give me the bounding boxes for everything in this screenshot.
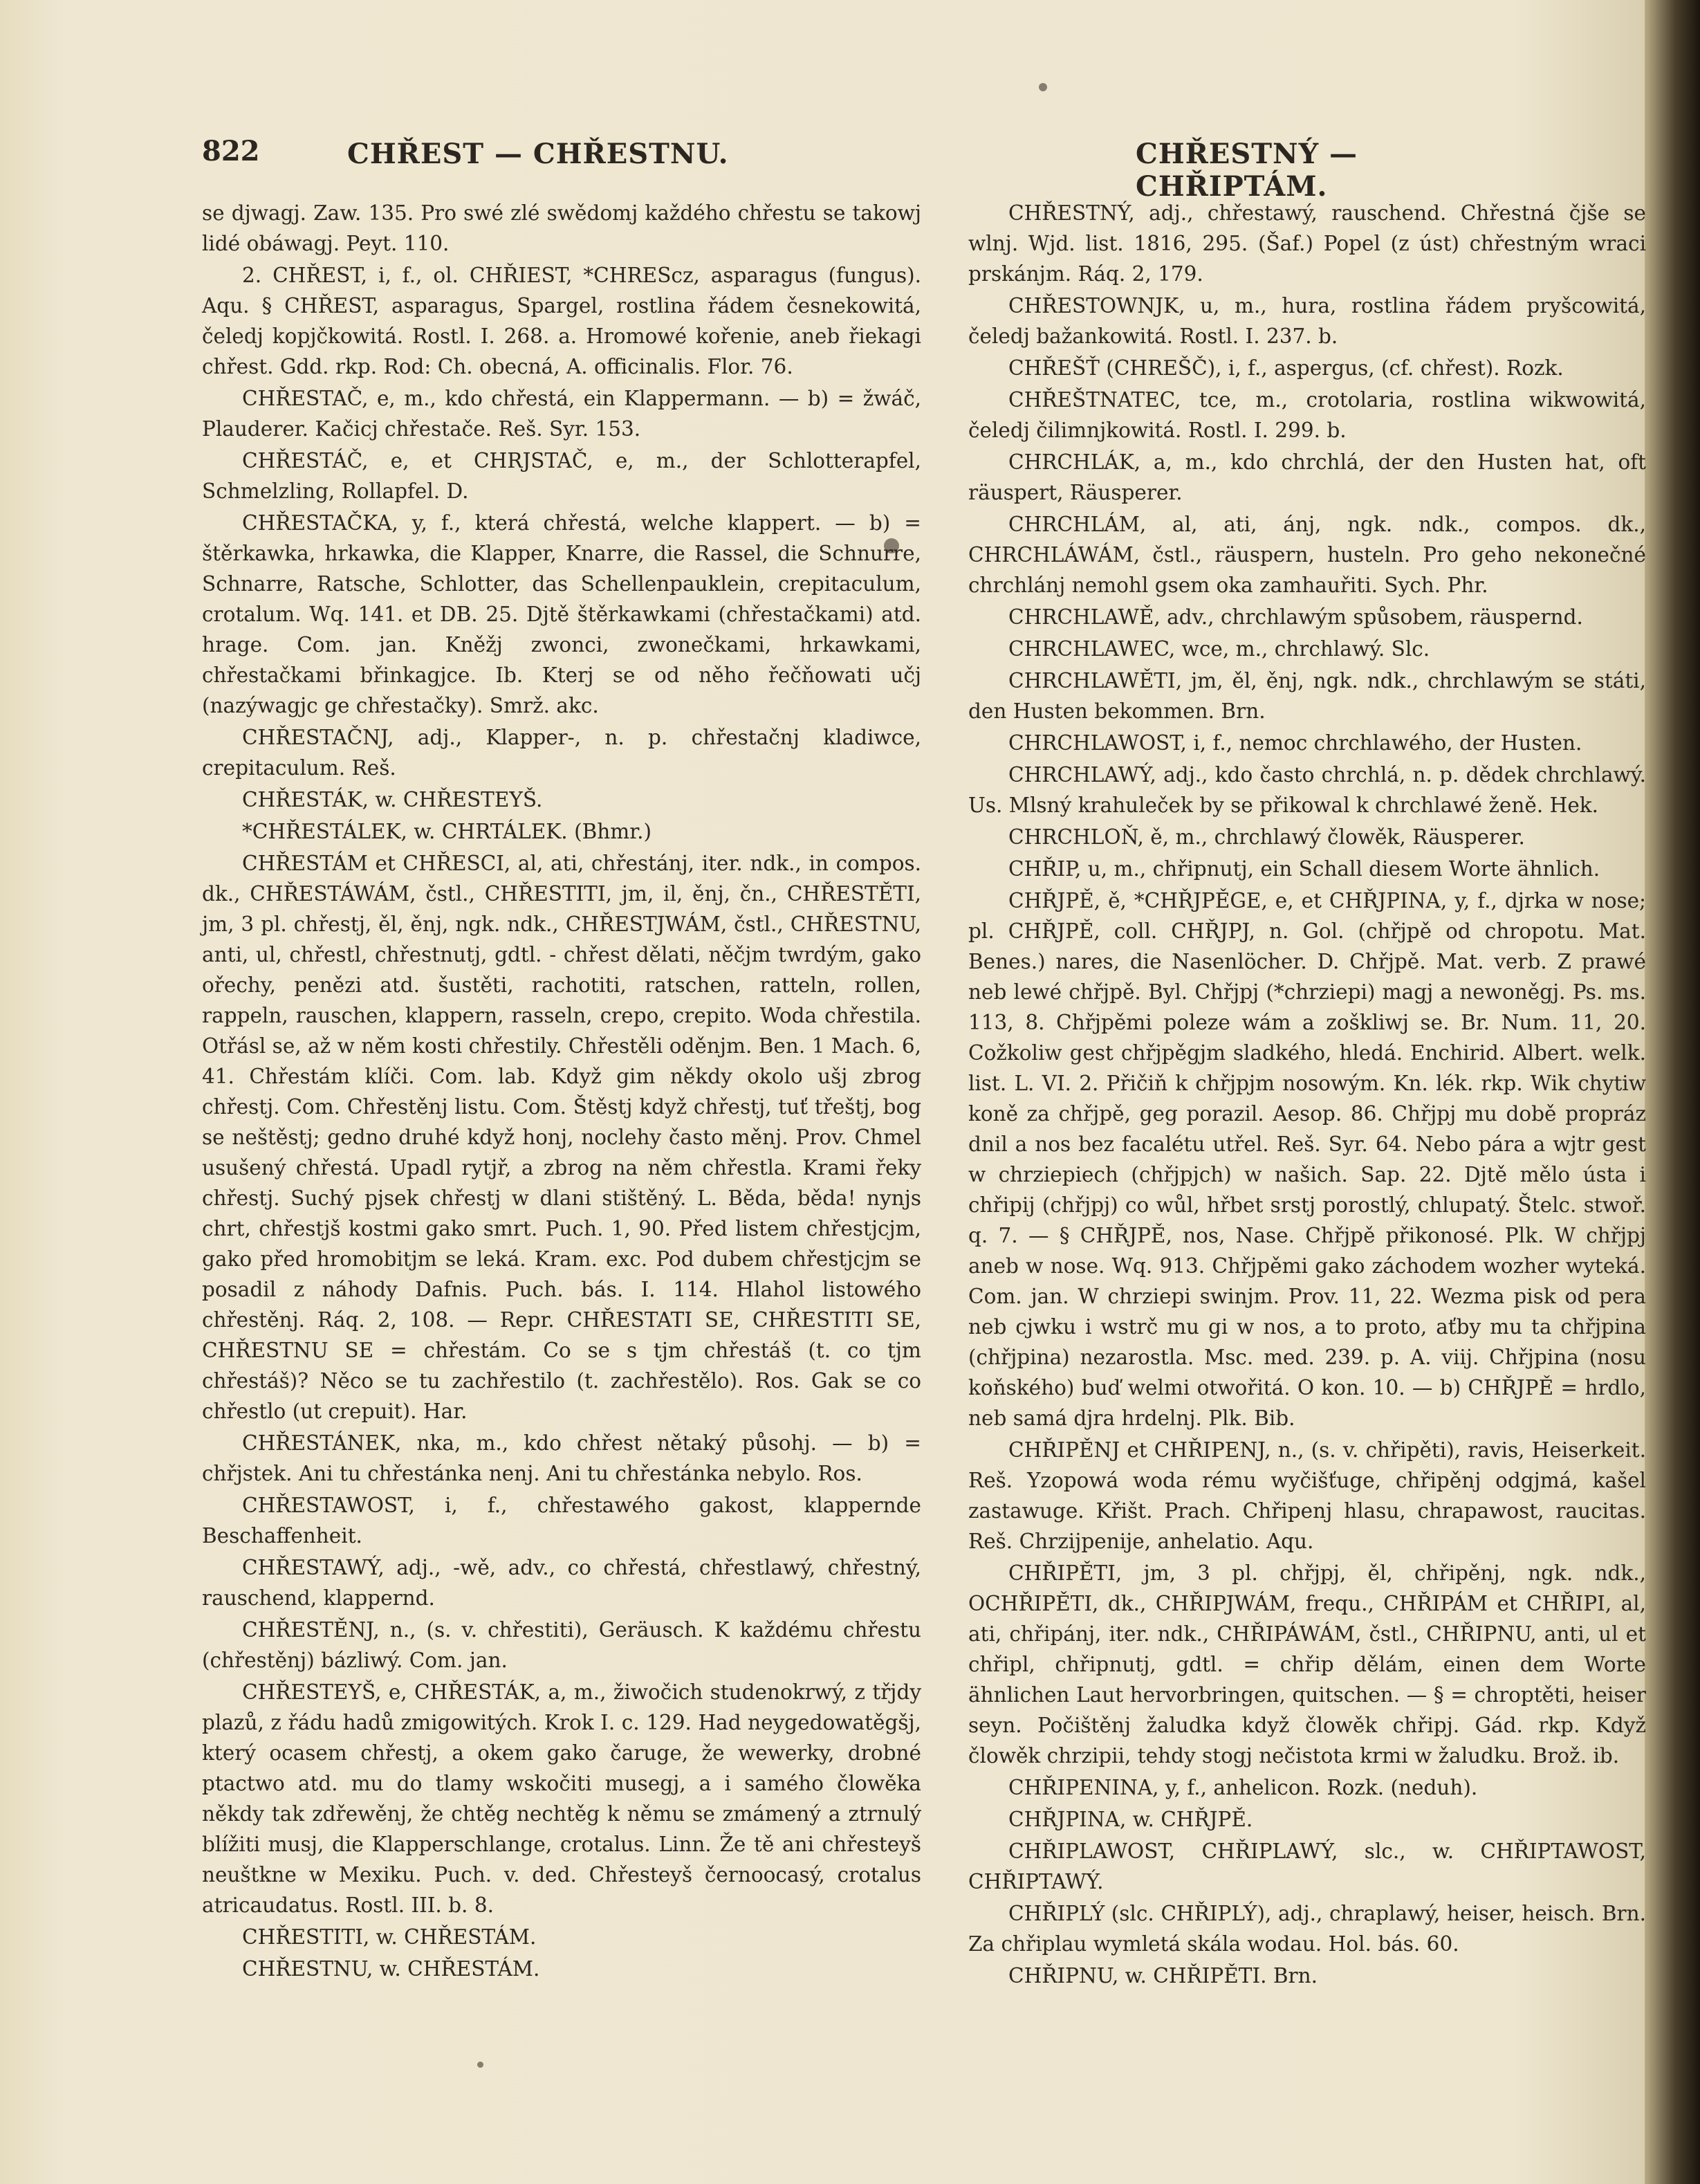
entry: CHŘESTAČ, e, m., kdo chřestá, ein Klappermann. — b) = žwáč, Plauderer. Kačicj chřestače. Reš. Syr. 153. xyxy=(202,387,921,441)
entry: CHŘIPENINA, y, f., anhelicon. Rozk. (neduh). xyxy=(1008,1776,1478,1799)
header-right: CHŘESTNÝ — CHŘIPTÁM. xyxy=(1136,138,1358,203)
ink-dot xyxy=(1039,83,1047,91)
entry: CHRCHLAWĚ, adv., chrchlawým spůsobem, räuspernd. xyxy=(1008,605,1583,629)
entry: CHŘESTÁNEK, nka, m., kdo chřest nětaký půsohj. — b) = chřjstek. Ani tu chřestánka nenj. Ani tu chřestánka nebylo. Ros. xyxy=(202,1431,921,1485)
page-edge-shadow xyxy=(1645,0,1700,2184)
entry: CHŘESTOWNJK, u, m., hura, rostlina řádem pryšcowitá, čeledj bažankowitá. Rostl. I. 237. b. xyxy=(968,294,1646,348)
entry: CHRCHLAWÝ, adj., kdo často chrchlá, n. p. dědek chrchlawý. Us. Mlsný krahuleček by se přikowal k chrchlawé ženě. Hek. xyxy=(968,763,1646,817)
entry: CHŘESTEYŠ, e, CHŘESTÁK, a, m., žiwočich studenokrwý, z třjdy plazů, z řádu hadů zmigowitých. Krok I. c. 129. Had neygedowatěgšj, který ocasem chřestj, a okem gako čaruge, že wewerky, drobné ptactwo atd. mu do tlamy wskočiti musegj, a i samého člowěka někdy tak zdřewěnj, že chtěg nechtěg k němu se zmámený a ztrnulý blížiti musj, die Klapperschlange, crotalus. Linn. Že tě ani chřesteyš neuštkne w Mexiku. Puch. v. ded. Chřesteyš černoocasý, crotalus atricaudatus. Rostl. III. b. 8. xyxy=(202,1680,921,1917)
entry: CHŘIPLAWOST, CHŘIPLAWÝ, slc., w. CHŘIPTAWOST, CHŘIPTAWÝ. xyxy=(968,1839,1646,1893)
entry: CHRCHLAWOST, i, f., nemoc chrchlawého, der Husten. xyxy=(1008,731,1582,755)
left-column xyxy=(202,198,921,1985)
entry: CHŘIPLÝ (slc. CHŘIPLÝ), adj., chraplawý, heiser, heisch. Brn. Za chřiplau wymletá skála wodau. Hol. bás. 60. xyxy=(968,1902,1646,1956)
right-column xyxy=(968,198,1646,1992)
entry: CHŘJPĚ, ě, *CHŘJPĚGE, e, et CHŘJPINA, y, f., djrka w nose; pl. CHŘJPĚ, coll. CHŘJPJ, n. Gol. (chřjpě od chropotu. Mat. Benes.) nares, die Nasenlöcher. D. Chřjpě. Mat. verb. Z prawé neb lewé chřjpě. Byl. Chřjpj (*chrziepi) magj a newoněgj. Ps. ms. 113, 8. Chřjpěmi poleze wám a zoškliwj se. Br. Num. 11, 20. Cožkoliw gest chřjpěgjm sladkého, hledá. Enchirid. Albert. welk. list. L. VI. 2. Přičiň k chřjpjm nosowým. Kn. lék. rkp. Wik chytiw koně za chřjpě, geg porazil. Aesop. 86. Chřjpj mu době propráz dnil a nos bez facalétu utřel. Reš. Syr. 64. Nebo pára a wjtr gest w chrziepiech (chřjpjch) w našich. Sap. 22. Djtě mělo ústa i chřipij (chřjpj) co wůl, hřbet srstj porostlý, chlupatý. Štelc. stwoř. q. 7. — § CHŘJPĚ, nos, Nase. Chřjpě přikonosé. Plk. W chřjpj aneb w nose. Wq. 913. Chřjpěmi gako záchodem wozher wyteká. Com. jan. W chrziepi swinjm. Prov. 11, 22. Wezma pisk od pera neb cjwku i wstrč mu gi w nos, a to proto, aťby mu ta chřjpina (chřjpina) nezarostla. Msc. med. 239. p. A. viij. Chřjpina (nosu koňského) buď welmi otwořitá. O kon. 10. — b) CHŘJPĚ = hrdlo, neb samá djra hrdelnj. Plk. Bib. xyxy=(968,889,1646,1430)
entry: CHŘESTNU, w. CHŘESTÁM. xyxy=(242,1957,540,1981)
entry: CHŘEŠŤ (CHREŠČ), i, f., aspergus, (cf. chřest). Rozk. xyxy=(1008,356,1564,380)
entry: CHŘIPNU, w. CHŘIPĚTI. Brn. xyxy=(1008,1964,1318,1988)
entry: 2. CHŘEST, i, f., ol. CHŘIEST, *CHREScz, asparagus (fungus). Aqu. § CHŘEST, asparagus, Spargel, rostlina řádem česnekowitá, čeledj kopjčkowitá. Rostl. I. 268. a. Hromowé kořenie, aneb řiekagi chřest. Gdd. rkp. Rod: Ch. obecná, A. officinalis. Flor. 76. xyxy=(202,264,921,378)
entry: CHŘESTNÝ, adj., chřestawý, rauschend. Chřestná čjše se wlnj. Wjd. list. 1816, 295. (Šaf.) Popel (z úst) chřestným wraci prskánjm. Ráq. 2, 179. xyxy=(968,201,1646,286)
entry: CHRCHLOŇ, ě, m., chrchlawý člowěk, Räusperer. xyxy=(1008,825,1525,849)
entry: CHŘESTÁČ, e, et CHRJSTAČ, e, m., der Schlotterapfel, Schmelzling, Rollapfel. D. xyxy=(202,449,921,503)
running-header xyxy=(202,135,1530,203)
header-left: CHŘEST — CHŘESTNU. xyxy=(347,138,729,170)
entry: CHŘEŠTNATEC, tce, m., crotolaria, rostlina wikwowitá, čeledj čilimnjkowitá. Rostl. I. 299. b. xyxy=(968,388,1646,442)
entry: CHŘESTAČNJ, adj., Klapper-, n. p. chřestačnj kladiwce, crepitaculum. Reš. xyxy=(202,726,921,780)
entry: CHRCHLÁK, a, m., kdo chrchlá, der den Husten hat, oft räuspert, Räusperer. xyxy=(968,450,1646,504)
entry: CHŘESTĚNJ, n., (s. v. chřestiti), Geräusch. K každému chřestu (chřestěnj) bázliwý. Com. jan. xyxy=(202,1618,921,1672)
entry: CHŘJPINA, w. CHŘJPĚ. xyxy=(1008,1808,1253,1831)
entry: CHŘESTAWÝ, adj., -wě, adv., co chřestá, chřestlawý, chřestný, rauschend, klappernd. xyxy=(202,1556,921,1610)
entry: CHŘESTÁM et CHŘESCI, al, ati, chřestánj, iter. ndk., in compos. dk., CHŘESTÁWÁM, čstl., CHŘESTITI, jm, il, ěnj, čn., CHŘESTĚTI, jm, 3 pl. chřestj, ěl, ěnj, ngk. ndk., CHŘESTJWÁM, čstl., CHŘESTNU, anti, ul, chřestl, chřestnutj, gdtl. ‑ chřest dělati, něčjm twrdým, gako ořechy, penězi atd. šustěti, rachotiti, ratschen, ratteln, rollen, rappeln, rauschen, klappern, rasseln, crepo, crepito. Woda chřestila. Otřásl se, až w něm kosti chřestily. Chřestěli oděnjm. Ben. 1 Mach. 6, 41. Chřestám klíči. Com. lab. Když gim někdy okolo ušj zbrog chřestj. Com. Chřestěnj listu. Com. Štěstj když chřestj, tuť třeštj, bog se neštěstj; gedno druhé když honj, noclehy často měnj. Prov. Chmel usušený chřestá. Upadl rytjř, a zbrog na něm chřestla. Krami řeky chřestj. Suchý pjsek chřestj w dlani stištěný. L. Běda, běda! nynjs chrt, chřestjš kostmi gako smrt. Puch. 1, 90. Před listem chřestjcjm, gako před hromobitjm se leká. Kram. exc. Pod dubem chřestjcjm se posadil z náhody Dafnis. Puch. bás. I. 114. Hlahol listowého chřestěnj. Ráq. 2, 108. — Repr. CHŘESTATI SE, CHŘESTITI SE, CHŘESTNU SE = chřestám. Co se s tjm chřestáš (t. co tjm chřestáš)? Něco se tu zachřestilo (t. zachřestělo). Ros. Gak se co chřestlo (ut crepuit). Har. xyxy=(202,852,921,1423)
entry: CHRCHLAWĚTI, jm, ěl, ěnj, ngk. ndk., chrchlawým se státi, den Husten bekommen. Brn. xyxy=(968,669,1646,723)
entry: *CHŘESTÁLEK, w. CHRTÁLEK. (Bhmr.) xyxy=(242,820,652,843)
entry: CHŘESTITI, w. CHŘESTÁM. xyxy=(242,1925,537,1949)
page-number: 822 xyxy=(202,135,260,167)
entry: CHŘIPĚTI, jm, 3 pl. chřjpj, ěl, chřipěnj, ngk. ndk., OCHŘIPĚTI, dk., CHŘIPJWÁM, frequ., CHŘIPÁM et CHŘIPI, al, ati, chřipánj, iter. ndk., CHŘIPÁWÁM, čstl., CHŘIPNU, anti, ul et chřipl, chřipnutj, gdtl. = chřip dělám, einen dem Worte ähnlichen Laut hervorbringen, quitschen. — § = chroptěti, heiser seyn. Počištěnj žaludka když člowěk chřipj. Gád. rkp. Když člowěk chrzipii, tehdy stogj nečistota krmi w žaludku. Brož. ib. xyxy=(968,1561,1646,1768)
entry: CHRCHLAWEC, wce, m., chrchlawý. Slc. xyxy=(1008,637,1430,661)
ink-dot xyxy=(477,2062,483,2068)
entry: se djwagj. Zaw. 135. Pro swé zlé swědomj každého chřestu se takowj lidé obáwagj. Peyt. 110. xyxy=(202,201,921,255)
entry: CHRCHLÁM, al, ati, ánj, ngk. ndk., compos. dk., CHRCHLÁWÁM, čstl., räuspern, husteln. Pro geho nekonečné chrchlánj nemohl gsem oka zamhauřiti. Sych. Phr. xyxy=(968,513,1646,597)
entry: CHŘESTAWOST, i, f., chřestawého gakost, klappernde Beschaffenheit. xyxy=(202,1494,921,1548)
entry: CHŘIP, u, m., chřipnutj, ein Schall diesem Worte ähnlich. xyxy=(1008,857,1600,881)
entry: CHŘESTÁK, w. CHŘESTEYŠ. xyxy=(242,788,543,811)
entry: CHŘIPĚNJ et CHŘIPENJ, n., (s. v. chřipěti), ravis, Heiserkeit. Reš. Yzopowá woda rému wyčišťuge, chřipěnj odgjmá, kašel zastawuge. Křišt. Prach. Chřipenj hlasu, chrapawost, raucitas. Reš. Chrzijpenije, anhelatio. Aqu. xyxy=(968,1438,1646,1553)
entry: CHŘESTAČKA, y, f., která chřestá, welche klappert. — b) = štěrkawka, hrkawka, die Klapper, Knarre, die Rassel, die Schnurre, Schnarre, Ratsche, Schlotter, das Schellenpauklein, crepitaculum, crotalum. Wq. 141. et DB. 25. Djtě štěrkawkami (chřestačkami) atd. hrage. Com. jan. Kněžj zwonci, zwonečkami, hrkawkami, chřestačkami břinkagjce. Ib. Kterj se od něho řečňowati učj (nazýwagjc ge chřestačky). Smrž. akc. xyxy=(202,511,921,717)
